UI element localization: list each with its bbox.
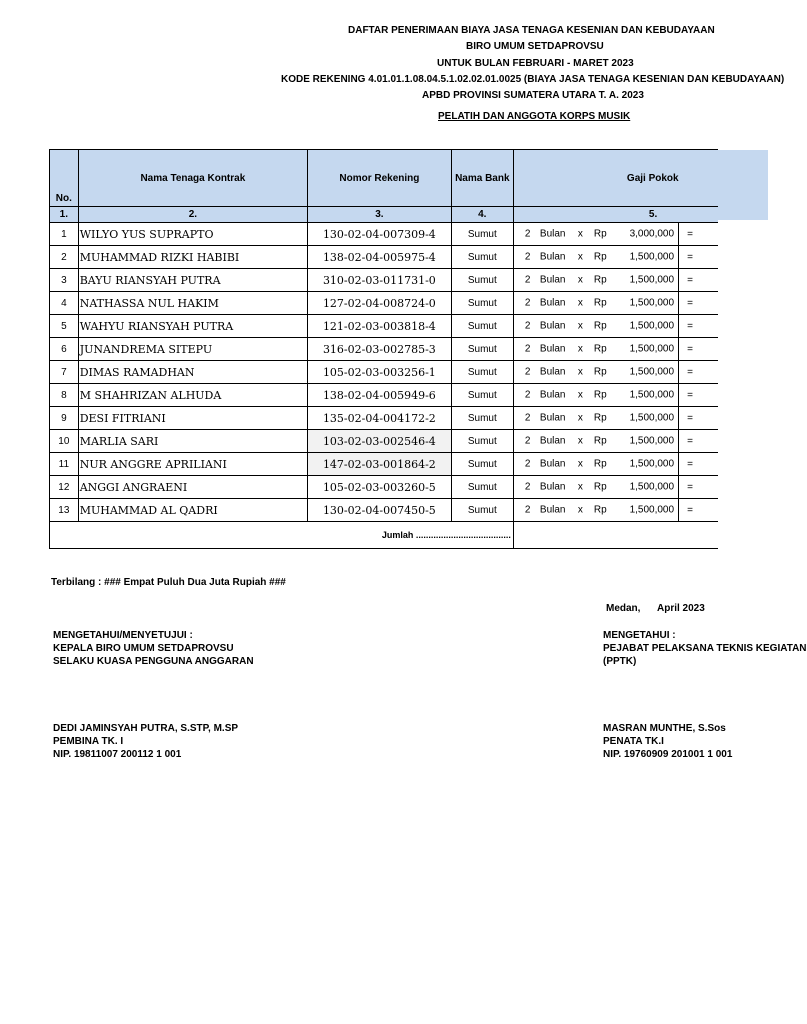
bank-name: Sumut (451, 338, 513, 361)
salary-qty: 2 (524, 251, 531, 263)
col-header-bank: Nama Bank (451, 150, 513, 207)
salary-times: x (577, 343, 583, 355)
salary-times: x (577, 389, 583, 401)
salary-equals: = (679, 246, 718, 269)
salary-equals: = (679, 407, 718, 430)
col-number: 5. (513, 207, 718, 223)
salary-currency: Rp (593, 297, 607, 309)
row-number: 3 (50, 269, 79, 292)
title-line-3: UNTUK BULAN FEBRUARI - MARET 2023 (437, 58, 634, 69)
salary-currency: Rp (593, 228, 607, 240)
salary-equals: = (679, 361, 718, 384)
salary-amount: 1,500,000 (629, 389, 675, 401)
total-row (50, 522, 719, 549)
col-header-nama: Nama Tenaga Kontrak (78, 150, 307, 207)
date-label: April 2023 (657, 603, 705, 614)
salary-calc (513, 292, 678, 315)
bank-name: Sumut (451, 407, 513, 430)
salary-equals: = (679, 384, 718, 407)
salary-unit: Bulan (539, 412, 566, 424)
account-number: 105-02-03-003256-1 (308, 361, 452, 384)
salary-calc (513, 361, 678, 384)
salary-qty: 2 (524, 435, 531, 447)
employee-name: DESI FITRIANI (78, 407, 307, 430)
row-number: 12 (50, 476, 79, 499)
salary-calc (513, 499, 678, 522)
salary-times: x (577, 251, 583, 263)
salary-qty: 2 (524, 458, 531, 470)
approver-block (53, 629, 353, 668)
employee-name: NATHASSA NUL HAKIM (78, 292, 307, 315)
place-label: Medan, (606, 603, 641, 614)
bank-name: Sumut (451, 453, 513, 476)
row-number: 2 (50, 246, 79, 269)
table-row (50, 269, 719, 292)
salary-unit: Bulan (539, 228, 566, 240)
salary-currency: Rp (593, 458, 607, 470)
approver-signature (53, 722, 353, 761)
pptk-nip: NIP. 19760909 201001 1 001 (603, 749, 733, 760)
salary-calc (513, 269, 678, 292)
table-column-number-row (50, 207, 719, 223)
employee-name: MUHAMMAD RIZKI HABIBI (78, 246, 307, 269)
employee-name: WAHYU RIANSYAH PUTRA (78, 315, 307, 338)
salary-amount: 1,500,000 (629, 481, 675, 493)
salary-amount: 1,500,000 (629, 274, 675, 286)
table-row (50, 338, 719, 361)
salary-qty: 2 (524, 320, 531, 332)
salary-qty: 2 (524, 228, 531, 240)
salary-unit: Bulan (539, 389, 566, 401)
employee-name: M SHAHRIZAN ALHUDA (78, 384, 307, 407)
salary-unit: Bulan (539, 343, 566, 355)
pptk-signature (603, 722, 733, 761)
approver-line-3: SELAKU KUASA PENGGUNA ANGGARAN (53, 656, 254, 667)
salary-unit: Bulan (539, 366, 566, 378)
table-row (50, 476, 719, 499)
row-number: 11 (50, 453, 79, 476)
salary-qty: 2 (524, 504, 531, 516)
col-number: 4. (451, 207, 513, 223)
col-number: 3. (308, 207, 452, 223)
account-number: 138-02-04-005949-6 (308, 384, 452, 407)
salary-currency: Rp (593, 412, 607, 424)
salary-amount: 1,500,000 (629, 366, 675, 378)
salary-currency: Rp (593, 366, 607, 378)
salary-equals: = (679, 453, 718, 476)
salary-qty: 2 (524, 481, 531, 493)
salary-amount: 1,500,000 (629, 343, 675, 355)
bank-name: Sumut (451, 384, 513, 407)
salary-equals: = (679, 269, 718, 292)
salary-times: x (577, 320, 583, 332)
salary-times: x (577, 435, 583, 447)
salary-times: x (577, 366, 583, 378)
salary-calc (513, 246, 678, 269)
table-row (50, 223, 719, 246)
account-number: 310-02-03-011731-0 (308, 269, 452, 292)
row-number: 7 (50, 361, 79, 384)
table-row (50, 407, 719, 430)
pptk-name: MASRAN MUNTHE, S.Sos (603, 723, 726, 734)
salary-equals: = (679, 499, 718, 522)
table-header-row (50, 150, 719, 207)
salary-amount: 3,000,000 (629, 228, 675, 240)
header-fill-overflow (718, 150, 768, 220)
pptk-line-2: PEJABAT PELAKSANA TEKNIS KEGIATAN (603, 643, 807, 654)
employee-name: BAYU RIANSYAH PUTRA (78, 269, 307, 292)
salary-amount: 1,500,000 (629, 504, 675, 516)
table-row (50, 430, 719, 453)
salary-times: x (577, 458, 583, 470)
salary-calc (513, 407, 678, 430)
account-number: 138-02-04-005975-4 (308, 246, 452, 269)
salary-currency: Rp (593, 343, 607, 355)
salary-unit: Bulan (539, 251, 566, 263)
salary-unit: Bulan (539, 435, 566, 447)
row-number: 5 (50, 315, 79, 338)
subtitle: PELATIH DAN ANGGOTA KORPS MUSIK (438, 111, 631, 122)
salary-qty: 2 (524, 412, 531, 424)
salary-amount: 1,500,000 (629, 458, 675, 470)
table-row (50, 292, 719, 315)
employee-name: ANGGI ANGRAENI (78, 476, 307, 499)
salary-times: x (577, 504, 583, 516)
salary-calc (513, 476, 678, 499)
bank-name: Sumut (451, 223, 513, 246)
salary-equals: = (679, 476, 718, 499)
salary-equals: = (679, 315, 718, 338)
table-row (50, 315, 719, 338)
salary-unit: Bulan (539, 481, 566, 493)
salary-calc (513, 453, 678, 476)
salary-calc (513, 223, 678, 246)
salary-qty: 2 (524, 274, 531, 286)
salary-amount: 1,500,000 (629, 320, 675, 332)
bank-name: Sumut (451, 499, 513, 522)
salary-qty: 2 (524, 366, 531, 378)
total-value (513, 522, 718, 549)
salary-equals: = (679, 292, 718, 315)
employee-name: NUR ANGGRE APRILIANI (78, 453, 307, 476)
bank-name: Sumut (451, 476, 513, 499)
col-header-no: No. (50, 150, 79, 207)
employee-name: WILYO YUS SUPRAPTO (78, 223, 307, 246)
approver-line-1: MENGETAHUI/MENYETUJUI : (53, 630, 193, 641)
salary-qty: 2 (524, 389, 531, 401)
employee-name: MUHAMMAD AL QADRI (78, 499, 307, 522)
bank-name: Sumut (451, 361, 513, 384)
row-number: 4 (50, 292, 79, 315)
table-row (50, 499, 719, 522)
table-row (50, 361, 719, 384)
salary-amount: 1,500,000 (629, 435, 675, 447)
salary-calc (513, 384, 678, 407)
row-number: 1 (50, 223, 79, 246)
salary-times: x (577, 297, 583, 309)
salary-unit: Bulan (539, 320, 566, 332)
pptk-block (603, 629, 807, 668)
row-number: 10 (50, 430, 79, 453)
row-number: 6 (50, 338, 79, 361)
salary-amount: 1,500,000 (629, 297, 675, 309)
row-number: 9 (50, 407, 79, 430)
payroll-table-container (49, 149, 718, 551)
salary-currency: Rp (593, 389, 607, 401)
salary-unit: Bulan (539, 458, 566, 470)
salary-currency: Rp (593, 481, 607, 493)
salary-calc (513, 315, 678, 338)
col-header-gaji: Gaji Pokok (513, 150, 718, 207)
employee-name: MARLIA SARI (78, 430, 307, 453)
bank-name: Sumut (451, 246, 513, 269)
salary-currency: Rp (593, 251, 607, 263)
salary-times: x (577, 274, 583, 286)
title-line-4: KODE REKENING 4.01.01.1.08.04.5.1.02.02.01.0025 (BIAYA JASA TENAGA KESENIAN DAN KEBUDAYAAN) (281, 74, 785, 85)
account-number: 130-02-04-007309-4 (308, 223, 452, 246)
account-number: 130-02-04-007450-5 (308, 499, 452, 522)
approver-rank: PEMBINA TK. I (53, 736, 124, 747)
employee-name: DIMAS RAMADHAN (78, 361, 307, 384)
salary-unit: Bulan (539, 504, 566, 516)
col-number: 2. (78, 207, 307, 223)
salary-qty: 2 (524, 343, 531, 355)
table-row (50, 453, 719, 476)
pptk-line-3: (PPTK) (603, 656, 637, 667)
salary-calc (513, 430, 678, 453)
approver-nip: NIP. 19811007 200112 1 001 (53, 749, 182, 760)
salary-amount: 1,500,000 (629, 412, 675, 424)
approver-line-2: KEPALA BIRO UMUM SETDAPROVSU (53, 643, 234, 654)
total-label: Jumlah ...................................... (50, 522, 514, 549)
salary-calc (513, 338, 678, 361)
title-line-1: DAFTAR PENERIMAAN BIAYA JASA TENAGA KESENIAN DAN KEBUDAYAAN (348, 25, 715, 36)
col-header-rekening: Nomor Rekening (308, 150, 452, 207)
title-line-5: APBD PROVINSI SUMATERA UTARA T. A. 2023 (422, 90, 644, 101)
account-number: 103-02-03-002546-4 (308, 430, 452, 453)
account-number: 316-02-03-002785-3 (308, 338, 452, 361)
salary-equals: = (679, 430, 718, 453)
salary-times: x (577, 481, 583, 493)
salary-equals: = (679, 338, 718, 361)
account-number: 105-02-03-003260-5 (308, 476, 452, 499)
salary-amount: 1,500,000 (629, 251, 675, 263)
account-number: 147-02-03-001864-2 (308, 453, 452, 476)
account-number: 135-02-04-004172-2 (308, 407, 452, 430)
pptk-line-1: MENGETAHUI : (603, 630, 676, 641)
salary-currency: Rp (593, 435, 607, 447)
salary-currency: Rp (593, 274, 607, 286)
bank-name: Sumut (451, 269, 513, 292)
bank-name: Sumut (451, 315, 513, 338)
row-number: 13 (50, 499, 79, 522)
table-row (50, 384, 719, 407)
salary-currency: Rp (593, 504, 607, 516)
col-number: 1. (50, 207, 79, 223)
salary-currency: Rp (593, 320, 607, 332)
salary-unit: Bulan (539, 274, 566, 286)
salary-times: x (577, 412, 583, 424)
amount-in-words: Terbilang : ### Empat Puluh Dua Juta Rupiah ### (51, 577, 286, 588)
account-number: 121-02-03-003818-4 (308, 315, 452, 338)
salary-unit: Bulan (539, 297, 566, 309)
salary-times: x (577, 228, 583, 240)
approver-name: DEDI JAMINSYAH PUTRA, S.STP, M.SP (53, 723, 239, 734)
bank-name: Sumut (451, 292, 513, 315)
salary-qty: 2 (524, 297, 531, 309)
payroll-table (49, 149, 718, 549)
account-number: 127-02-04-008724-0 (308, 292, 452, 315)
bank-name: Sumut (451, 430, 513, 453)
pptk-rank: PENATA TK.I (603, 736, 664, 747)
employee-name: JUNANDREMA SITEPU (78, 338, 307, 361)
salary-equals: = (679, 223, 718, 246)
table-row (50, 246, 719, 269)
title-line-2: BIRO UMUM SETDAPROVSU (466, 41, 604, 52)
row-number: 8 (50, 384, 79, 407)
